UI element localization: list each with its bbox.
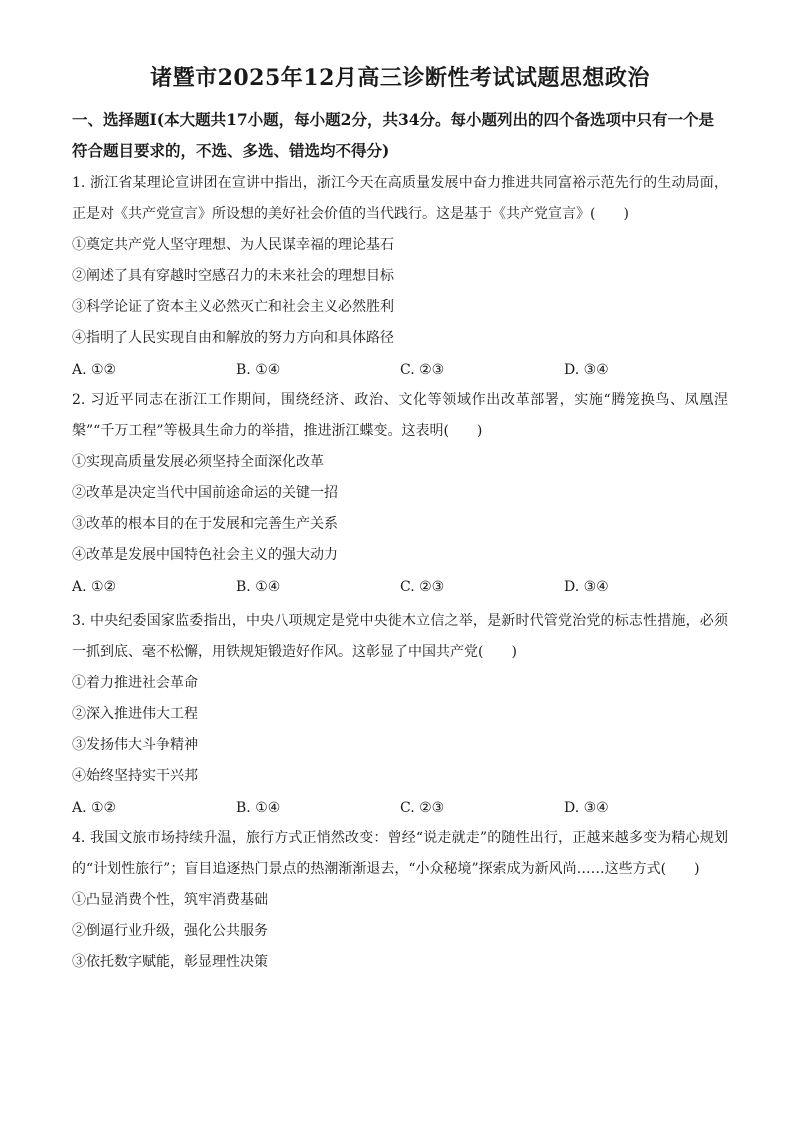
statement-option: ①实现高质量发展必须坚持全面深化改革 (72, 454, 324, 470)
statement-option: ③科学论证了资本主义必然灭亡和社会主义必然胜利 (72, 299, 394, 315)
question-3 (72, 606, 728, 823)
question-stem: 1. 浙江省某理论宣讲团在宣讲中指出，浙江今天在高质量发展中奋力推进共同富裕示范先行的生动局面，正是对《共产党宣言》所设想的美好社会价值的当代践行。这是基于《共产党宣言》( ) (72, 175, 728, 222)
choice-b: B. ①④ (236, 799, 281, 816)
question-1 (72, 168, 728, 385)
statement-option: ④始终坚持实干兴邦 (72, 768, 198, 784)
statement-option: ③依托数字赋能，彰显理性决策 (72, 954, 268, 970)
statement-option: ①凸显消费个性，筑牢消费基础 (72, 892, 268, 908)
statement-option: ②倒逼行业升级，强化公共服务 (72, 923, 268, 939)
choice-d: D. ③④ (564, 578, 609, 595)
statement-option: ④指明了人民实现自由和解放的努力方向和具体路径 (72, 330, 394, 346)
choice-a: A. ①② (72, 578, 117, 595)
question-stem: 4. 我国文旅市场持续升温，旅行方式正悄然改变：曾经“说走就走”的随性出行，正越来越多变为精心规划的“计划性旅行”；盲目追逐热门景点的热潮渐渐退去，“小众秘境”探索成为新风尚……这些方式( ) (72, 830, 728, 877)
exam-title: 诸暨市2025年12月高三诊断性考试试题思想政治 (150, 65, 650, 91)
choice-d: D. ③④ (564, 799, 609, 816)
choice-b: B. ①④ (236, 578, 281, 595)
question-stem: 2. 习近平同志在浙江工作期间，围绕经济、政治、文化等领域作出改革部署，实施“腾笼换鸟、凤凰涅槃”“千万工程”等极具生命力的举措，推进浙江蝶变。这表明( ) (72, 392, 728, 439)
question-4 (72, 823, 728, 978)
statement-option: ①着力推进社会革命 (72, 675, 198, 691)
statement-option: ④改革是发展中国特色社会主义的强大动力 (72, 547, 338, 563)
choice-a: A. ①② (72, 361, 117, 378)
answer-choices (72, 571, 728, 602)
choice-b: B. ①④ (236, 361, 281, 378)
answer-choices (72, 792, 728, 823)
choice-c: C. ②③ (400, 799, 445, 816)
choice-c: C. ②③ (400, 361, 445, 378)
answer-choices (72, 354, 728, 385)
choice-c: C. ②③ (400, 578, 445, 595)
statement-option: ②改革是决定当代中国前途命运的关键一招 (72, 485, 338, 501)
choice-d: D. ③④ (564, 361, 609, 378)
statement-option: ③发扬伟大斗争精神 (72, 737, 198, 753)
statement-option: ③改革的根本目的在于发展和完善生产关系 (72, 516, 338, 532)
exam-page (72, 62, 728, 978)
choice-a: A. ①② (72, 799, 117, 816)
statement-option: ②深入推进伟大工程 (72, 706, 198, 722)
section-heading: 一、选择题Ⅰ(本大题共17小题，每小题2分，共34分。每小题列出的四个备选项中只有一个是符合题目要求的，不选、多选、错选均不得分) (72, 110, 715, 160)
question-2 (72, 385, 728, 602)
question-stem: 3. 中央纪委国家监委指出，中央八项规定是党中央徙木立信之举，是新时代管党治党的标志性措施，必须一抓到底、毫不松懈，用铁规矩锻造好作风。这彰显了中国共产党( ) (72, 613, 728, 660)
statement-option: ②阐述了具有穿越时空感召力的未来社会的理想目标 (72, 268, 394, 284)
statement-option: ①奠定共产党人坚守理想、为人民谋幸福的理论基石 (72, 237, 394, 253)
